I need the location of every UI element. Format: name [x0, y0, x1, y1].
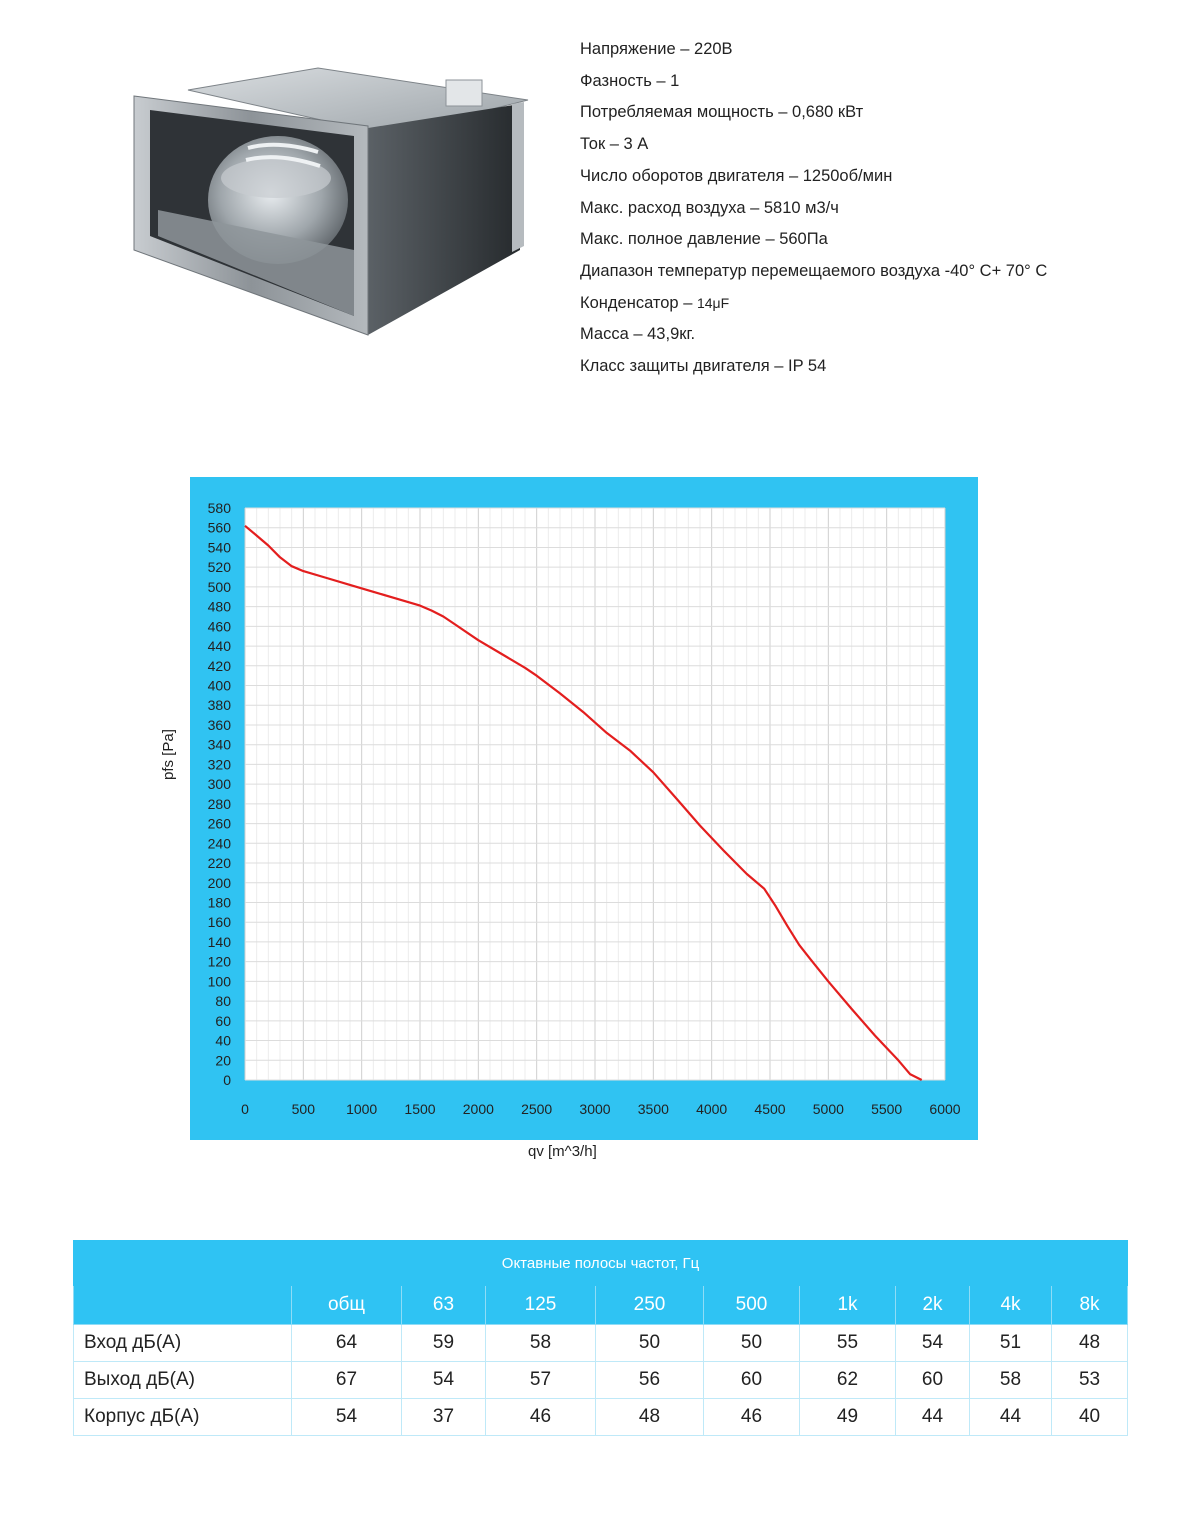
y-tick-label: 180 — [207, 894, 231, 911]
spec-mass: Масса – 43,9кг. — [580, 325, 696, 344]
octave-row-label: Выход дБ(А) — [74, 1362, 292, 1399]
spec-power: Потребляемая мощность – 0,680 кВт — [580, 103, 864, 122]
octave-table-caption: Октавные полосы частот, Гц — [74, 1241, 1128, 1286]
x-tick-label: 3500 — [637, 1101, 669, 1117]
octave-header-cell: 4k — [970, 1286, 1052, 1325]
x-tick-label: 1500 — [404, 1101, 436, 1117]
y-tick-label: 440 — [207, 638, 231, 655]
spec-max-airflow: Макс. расход воздуха – 5810 м3/ч — [580, 198, 839, 217]
octave-header-row — [74, 1286, 1128, 1325]
x-tick-label: 4500 — [754, 1101, 786, 1117]
spec-current: Ток – 3 А — [580, 135, 649, 154]
x-axis-label: qv [m^3/h] — [528, 1143, 597, 1160]
y-tick-label: 40 — [215, 1032, 231, 1049]
y-tick-label: 140 — [207, 933, 231, 950]
octave-value-cell: 60 — [704, 1362, 800, 1399]
octave-value-cell: 58 — [486, 1325, 596, 1362]
x-tick-label: 500 — [291, 1101, 316, 1117]
octave-value-cell: 46 — [704, 1399, 800, 1436]
x-tick-label: 4000 — [696, 1101, 728, 1117]
octave-value-cell: 48 — [1052, 1325, 1128, 1362]
y-axis-label: pfs [Pa] — [160, 729, 177, 780]
fan-product-image — [128, 60, 536, 340]
octave-value-cell: 57 — [486, 1362, 596, 1399]
y-tick-label: 420 — [207, 657, 231, 674]
octave-value-cell: 51 — [970, 1325, 1052, 1362]
octave-value-cell: 60 — [896, 1362, 970, 1399]
y-tick-label: 360 — [207, 716, 231, 733]
chart-frame — [190, 477, 978, 1140]
y-tick-label: 160 — [207, 914, 231, 931]
octave-value-cell: 54 — [896, 1325, 970, 1362]
spec-temperature-range: Диапазон температур перемещаемого воздуха -40° С+ 70° С — [580, 261, 1048, 280]
x-tick-label: 0 — [241, 1101, 249, 1117]
x-tick-label: 2000 — [462, 1101, 494, 1117]
octave-value-cell: 44 — [896, 1399, 970, 1436]
octave-header-cell: 500 — [704, 1286, 800, 1325]
y-tick-label: 500 — [207, 578, 231, 595]
y-tick-label: 400 — [207, 677, 231, 694]
y-tick-label: 300 — [207, 776, 231, 793]
y-tick-label: 120 — [207, 953, 231, 970]
octave-value-cell: 49 — [800, 1399, 896, 1436]
y-tick-label: 200 — [207, 874, 231, 891]
octave-value-cell: 67 — [292, 1362, 402, 1399]
octave-value-cell: 44 — [970, 1399, 1052, 1436]
octave-header-cell: 125 — [486, 1286, 596, 1325]
y-tick-label: 580 — [207, 500, 231, 516]
octave-value-cell: 56 — [596, 1362, 704, 1399]
x-tick-label: 6000 — [929, 1101, 961, 1117]
octave-value-cell: 50 — [596, 1325, 704, 1362]
spec-voltage: Напряжение – 220В — [580, 40, 733, 58]
spec-max-pressure: Макс. полное давление – 560Па — [580, 230, 828, 249]
y-tick-label: 480 — [207, 598, 231, 615]
octave-header-cell: 2k — [896, 1286, 970, 1325]
octave-noise-table — [73, 1240, 1128, 1436]
octave-value-cell: 55 — [800, 1325, 896, 1362]
octave-value-cell: 64 — [292, 1325, 402, 1362]
octave-table-row — [74, 1362, 1128, 1399]
octave-table-row — [74, 1399, 1128, 1436]
octave-value-cell: 53 — [1052, 1362, 1128, 1399]
y-tick-label: 260 — [207, 815, 231, 832]
y-tick-label: 560 — [207, 519, 231, 536]
x-tick-label: 5000 — [812, 1101, 844, 1117]
octave-header-cell: общ — [292, 1286, 402, 1325]
y-tick-label: 80 — [215, 993, 231, 1010]
x-tick-label: 3000 — [579, 1101, 611, 1117]
octave-header-cell: 8k — [1052, 1286, 1128, 1325]
spec-capacitor: Конденсатор – 14μF — [580, 293, 730, 312]
y-tick-label: 340 — [207, 736, 231, 753]
y-tick-label: 100 — [207, 973, 231, 990]
octave-header-cell: 250 — [596, 1286, 704, 1325]
octave-value-cell: 46 — [486, 1399, 596, 1436]
octave-value-cell: 54 — [402, 1362, 486, 1399]
y-tick-label: 60 — [215, 1012, 231, 1029]
y-tick-label: 520 — [207, 559, 231, 576]
y-tick-label: 380 — [207, 697, 231, 714]
spec-phase: Фазность – 1 — [580, 71, 680, 90]
x-tick-label: 5500 — [871, 1101, 903, 1117]
y-tick-label: 540 — [207, 539, 231, 556]
spec-protection-class: Класс защиты двигателя – IP 54 — [580, 357, 827, 376]
octave-value-cell: 50 — [704, 1325, 800, 1362]
octave-value-cell: 62 — [800, 1362, 896, 1399]
octave-value-cell: 58 — [970, 1362, 1052, 1399]
octave-table-row — [74, 1325, 1128, 1362]
fan-curve-chart — [190, 477, 978, 1140]
y-tick-label: 220 — [207, 855, 231, 872]
octave-value-cell: 59 — [402, 1325, 486, 1362]
y-tick-label: 320 — [207, 756, 231, 773]
y-tick-label: 460 — [207, 618, 231, 635]
x-tick-label: 2500 — [521, 1101, 553, 1117]
octave-value-cell: 40 — [1052, 1399, 1128, 1436]
octave-header-cell: 1k — [800, 1286, 896, 1325]
octave-row-label: Вход дБ(А) — [74, 1325, 292, 1362]
octave-header-cell — [74, 1286, 292, 1325]
spec-rpm: Число оборотов двигателя – 1250об/мин — [580, 166, 893, 185]
octave-row-label: Корпус дБ(А) — [74, 1399, 292, 1436]
octave-value-cell: 37 — [402, 1399, 486, 1436]
octave-header-cell: 63 — [402, 1286, 486, 1325]
spec-list — [580, 34, 1047, 383]
x-tick-label: 1000 — [346, 1101, 378, 1117]
y-tick-label: 20 — [215, 1052, 231, 1069]
y-tick-label: 0 — [223, 1072, 231, 1088]
y-tick-label: 240 — [207, 835, 231, 852]
y-tick-label: 280 — [207, 795, 231, 812]
octave-value-cell: 48 — [596, 1399, 704, 1436]
octave-value-cell: 54 — [292, 1399, 402, 1436]
